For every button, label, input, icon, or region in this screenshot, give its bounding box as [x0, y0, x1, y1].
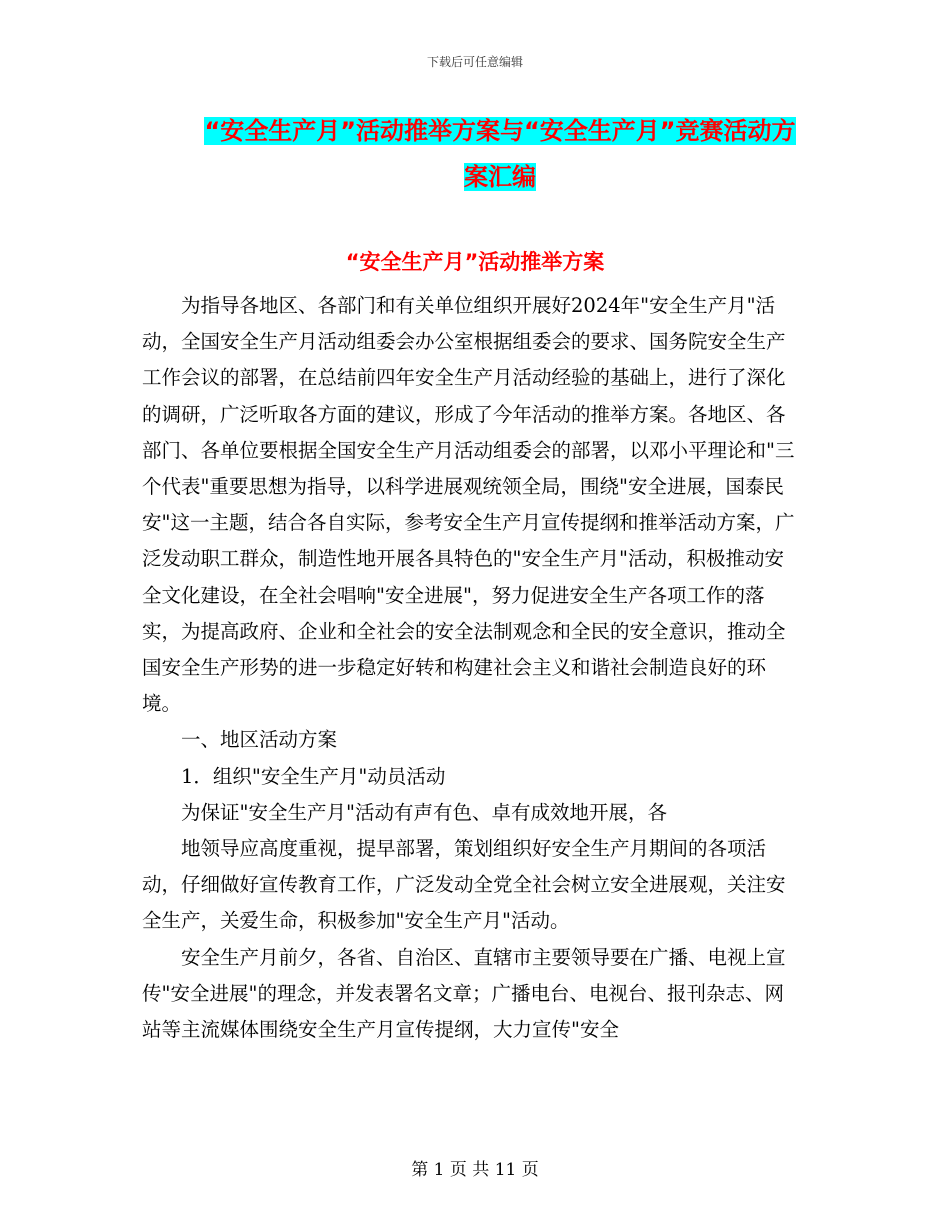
document-title	[195, 108, 805, 200]
page-footer: 第 1 页 共 11 页	[411, 1160, 539, 1180]
document-title-text: “安全生产月”活动推举方案与“安全生产月”竞赛活动方案汇编	[204, 117, 796, 191]
paragraph: 为保证"安全生产月"活动有声有色、卓有成效地开展，各	[181, 800, 667, 824]
section-title: “安全生产月”活动推举方案	[345, 250, 605, 274]
paragraph: 地领导应高度重视，提早部署，策划组织好安全生产月期间的各项活动，仔细做好宣传教育工作，广泛发动全党全社会树立安全进展观，关注安全生产，关爱生命，积极参加"安全生产月"活动。	[142, 837, 786, 933]
document-body	[142, 288, 802, 1048]
paragraph: 为指导各地区、各部门和有关单位组织开展好2024年"安全生产月"活动，全国安全生产月活动组委会办公室根据组委会的要求、国务院安全生产工作会议的部署，在总结前四年安全生产月活动经验的基础上，进行了深化的调研，广泛听取各方面的建议，形成了今年活动的推举方案。各地区、各部门、各单位要根据全国安全生产月活动组委会的部署，以邓小平理论和"三个代表"重要思想为指导，以科学进展观统领全局，围绕"安全进展，国泰民安"这一主题，结合各自实际，参考安全生产月宣传提纲和推举活动方案，广泛发动职工群众，制造性地开展各具特色的"安全生产月"活动，积极推动安全文化建设，在全社会唱响"安全进展"，努力促进安全生产各项工作的落实，为提高政府、企业和全社会的安全法制观念和全民的安全意识，推动全国安全生产形势的进一步稳定好转和构建社会主义和谐社会制造良好的环境。	[142, 294, 795, 716]
header-note: 下载后可任意编辑	[426, 55, 523, 69]
heading-mobilization: 1．组织"安全生产月"动员活动	[181, 764, 446, 788]
heading-regional-plan: 一、地区活动方案	[181, 728, 338, 752]
paragraph: 安全生产月前夕，各省、自治区、直辖市主要领导要在广播、电视上宣传"安全进展"的理念，并发表署名文章；广播电台、电视台、报刊杂志、网站等主流媒体围绕安全生产月宣传提纲，大力宣传"安全	[142, 945, 786, 1042]
